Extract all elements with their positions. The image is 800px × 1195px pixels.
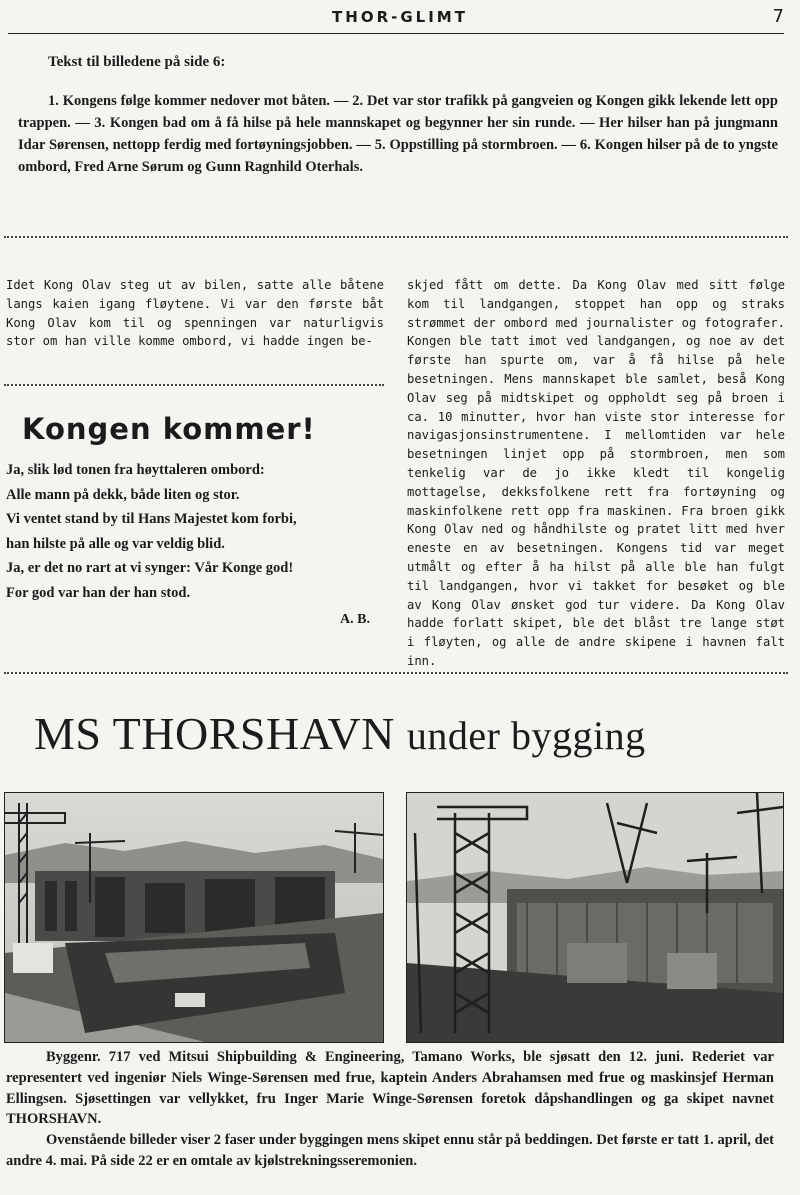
shipyard-photo-may [406,792,784,1043]
article-intro-left: Idet Kong Olav steg ut av bilen, satte alle båtene langs kaien igang fløytene. Vi var den første båt Kong Olav kom til og spenningen var naturligvis stor om han ville komme ombord, vi hadde ingen be- [6,278,384,349]
feature-caption-paragraph-1: Byggenr. 717 ved Mitsui Shipbuilding & Engineering, Tamano Works, ble sjøsatt den 12. juni. Rederiet var representert ved ingeniør Niels Winge-Sørensen med frue, kaptein Anders Abrahamsen med frue og maskinsjef Herman Ellingsen. Sjøsettingen var vellykket, fru Inger Marie Winge-Sørensen foretok dåpshandlingen og ga skipet navnet THORSHAVN. [6,1049,774,1128]
captions-heading: Tekst til billedene på side 6: [48,54,226,70]
section-divider-2 [4,672,788,674]
poem-line: Ja, er det no rart at vi synger: Vår Konge god! [6,560,294,576]
poem-line: Alle mann på dekk, både liten og stor. [6,486,240,503]
poem-title: Kongen kommer! [22,412,316,446]
captions-body: 1. Kongens følge kommer nedover mot båten. — 2. Det var stor trafikk på gangveien og Kongen gikk lekende lett opp trappen. — 3. Kongen bad om å få hilse på hele mannskapet og begynner her sin runde. — Her hilser han på jungmann Idar Sørensen, nettopp ferdig med fortøyningsjobben. — 5. Oppstilling på stormbroen. — 6. Kongen hilser på de to yngste ombord, Fred Arne Sørum og Gunn Ragnhild Oterhals. [18,93,778,175]
shipyard-photo-april [4,792,384,1043]
article-right-column: skjed fått om dette. Da Kong Olav med sitt følge kom til landgangen, stoppet han opp og straks strømmet der ombord med journalister og fotografer. Kongen ble tatt imot ved landgangen, og noe av det første han spurte om, var å få hilse på hele besetningen. Mens mannskapet ble samlet, beså Kong Olav seg på midtskipet og oppholdt seg på broen i ca. 10 minutter, hvor han viste stor interesse for navigasjonsinstrumentene. I mellomtiden var hele besetningen linjet opp på stormbroen, men som tenkelig var de jo ikke kledt til kongelig mottagelse, dekksfolkene rett fra fortøyning og maskinfolkene rett opp fra maskinen. Fra broen gikk Kong Olav ned og håndhilste og pratet litt med hver eneste en av besetningen. Kongens tid var meget utmålt og efter å ha hilst på alle ble han fulgt til landgangen, hvor vi takket for besøket og ble av Kong Olav ønsket god tur videre. Da Kong Olav hadde forlatt skipet, ble det blåst tre lange støt i fløyten, og alle de andre skipene i havnen falt inn. [407,278,785,668]
headline-sub: under bygging [406,713,646,758]
headline-main: MS THORSHAVN [34,708,395,759]
poem-line: For god var han der han stod. [6,584,191,601]
page-number: 7 [772,6,784,27]
poem-body [6,458,386,605]
shipyard-photo-may-image [407,793,783,1042]
poem-line: Ja, slik lød tonen fra høyttaleren ombord: [6,462,265,478]
masthead-title: THOR-GLIMT [332,8,468,26]
shipyard-photo-april-image [5,793,383,1042]
section-divider-1 [4,236,788,238]
poem-divider [4,384,384,386]
feature-headline [34,704,646,766]
poem-signature: A. B. [340,612,370,627]
poem-line: han hilste på alle og var veldig blid. [6,535,225,552]
poem-line: Vi ventet stand by til Hans Majestet kom forbi, [6,511,297,527]
header-rule [8,33,784,34]
feature-caption [6,1047,774,1172]
feature-caption-paragraph-2: Ovenstående billeder viser 2 faser under byggingen mens skipet ennu står på beddingen. Det første er tatt 1. april, det andre 4. mai. På side 22 er en omtale av kjølstrekningsseremonien. [6,1132,774,1169]
